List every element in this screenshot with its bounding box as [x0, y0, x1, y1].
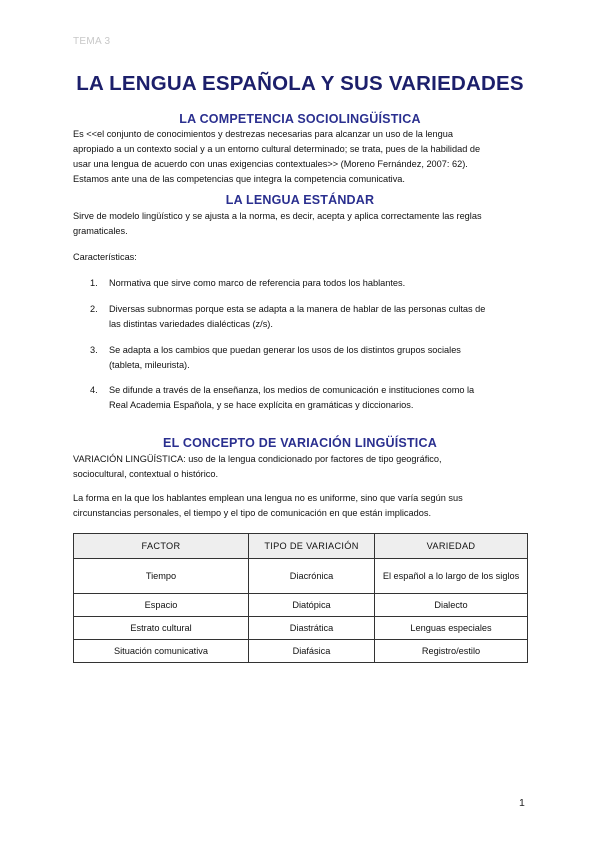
table-row	[74, 640, 528, 663]
heading-estandar: LA LENGUA ESTÁNDAR	[225, 193, 375, 207]
text-line: circunstancias personales, el tiempo y el tipo de comunicación en que están implicados.	[73, 508, 431, 518]
paragraph-variacion	[73, 491, 527, 521]
table-cell: Estrato cultural	[74, 617, 249, 640]
table-header-row	[74, 534, 528, 559]
text-line: VARIACIÓN LINGÜÍSTICA: uso de la lengua condicionado por factores de tipo geográfico,	[73, 454, 442, 464]
list-number: 4.	[90, 385, 98, 395]
text-line: Se difunde a través de la enseñanza, los medios de comunicación e instituciones como la	[109, 385, 475, 395]
table-row	[74, 559, 528, 594]
text-line: Se adapta a los cambios que puedan generar los usos de los distintos grupos sociales	[109, 345, 461, 355]
table-cell: Situación comunicativa	[74, 640, 249, 663]
list-number: 3.	[90, 345, 98, 355]
page-title: LA LENGUA ESPAÑOLA Y SUS VARIEDADES	[76, 72, 524, 95]
paragraph-competencia	[73, 127, 527, 187]
table-cell: Tiempo	[74, 559, 249, 594]
text-line: gramaticales.	[73, 226, 128, 236]
text-line: Estamos ante una de las competencias que integra la competencia comunicativa.	[73, 174, 405, 184]
text-line: (tableta, mileurista).	[109, 360, 190, 370]
list-number: 1.	[90, 278, 98, 288]
table-cell: Dialecto	[375, 594, 528, 617]
header-variedad: VARIEDAD	[375, 534, 528, 559]
table-cell: Diafásica	[249, 640, 375, 663]
table-cell: Diatópica	[249, 594, 375, 617]
definition-variacion	[73, 452, 527, 482]
text-line: Sirve de modelo lingüístico y se ajusta a la norma, es decir, acepta y aplica correctamente las reglas	[73, 211, 482, 221]
chapter-label: TEMA 3	[73, 36, 111, 47]
header-tipo: TIPO DE VARIACIÓN	[249, 534, 375, 559]
paragraph-estandar	[73, 209, 527, 239]
table-cell: Lenguas especiales	[375, 617, 528, 640]
list-text	[109, 302, 527, 332]
header-factor: FACTOR	[74, 534, 249, 559]
table-row	[74, 617, 528, 640]
page-number: 1	[519, 797, 525, 809]
text-line: sociocultural, contextual o histórico.	[73, 469, 219, 479]
text-line: usar una lengua de acuerdo con unas exigencias contextuales>> (Moreno Fernández, 2007: 62).	[73, 159, 468, 169]
table-cell: Diacrónica	[249, 559, 375, 594]
heading-competencia: LA COMPETENCIA SOCIOLINGÜÍSTICA	[179, 112, 421, 126]
list-number: 2.	[90, 304, 98, 314]
table-cell: El español a lo largo de los siglos	[375, 559, 528, 594]
text-line: La forma en la que los hablantes emplean una lengua no es uniforme, sino que varía según sus	[73, 493, 463, 503]
list-text	[109, 276, 527, 291]
text-line: apropiado a un contexto social y a un entorno cultural determinado; se trata, pues de la habilidad de	[73, 144, 481, 154]
heading-variacion: EL CONCEPTO DE VARIACIÓN LINGÜÍSTICA	[163, 436, 437, 450]
text-line: las distintas variedades dialécticas (z/s).	[109, 319, 273, 329]
caracteristicas-label: Características:	[73, 252, 137, 262]
table-cell: Diastrática	[249, 617, 375, 640]
table-row	[74, 594, 528, 617]
text-line: Normativa que sirve como marco de referencia para todos los hablantes.	[109, 278, 406, 288]
text-line: Es <<el conjunto de conocimientos y destrezas necesarias para alcanzar un uso de la lengua	[73, 129, 453, 139]
text-line: Real Academia Española, y se hace explícita en gramáticas y diccionarios.	[109, 400, 414, 410]
table-cell: Espacio	[74, 594, 249, 617]
list-text	[109, 343, 527, 373]
list-text	[109, 383, 527, 413]
variation-table	[73, 533, 528, 663]
table-cell: Registro/estilo	[375, 640, 528, 663]
text-line: Diversas subnormas porque esta se adapta a la manera de hablar de las personas cultas de	[109, 304, 486, 314]
